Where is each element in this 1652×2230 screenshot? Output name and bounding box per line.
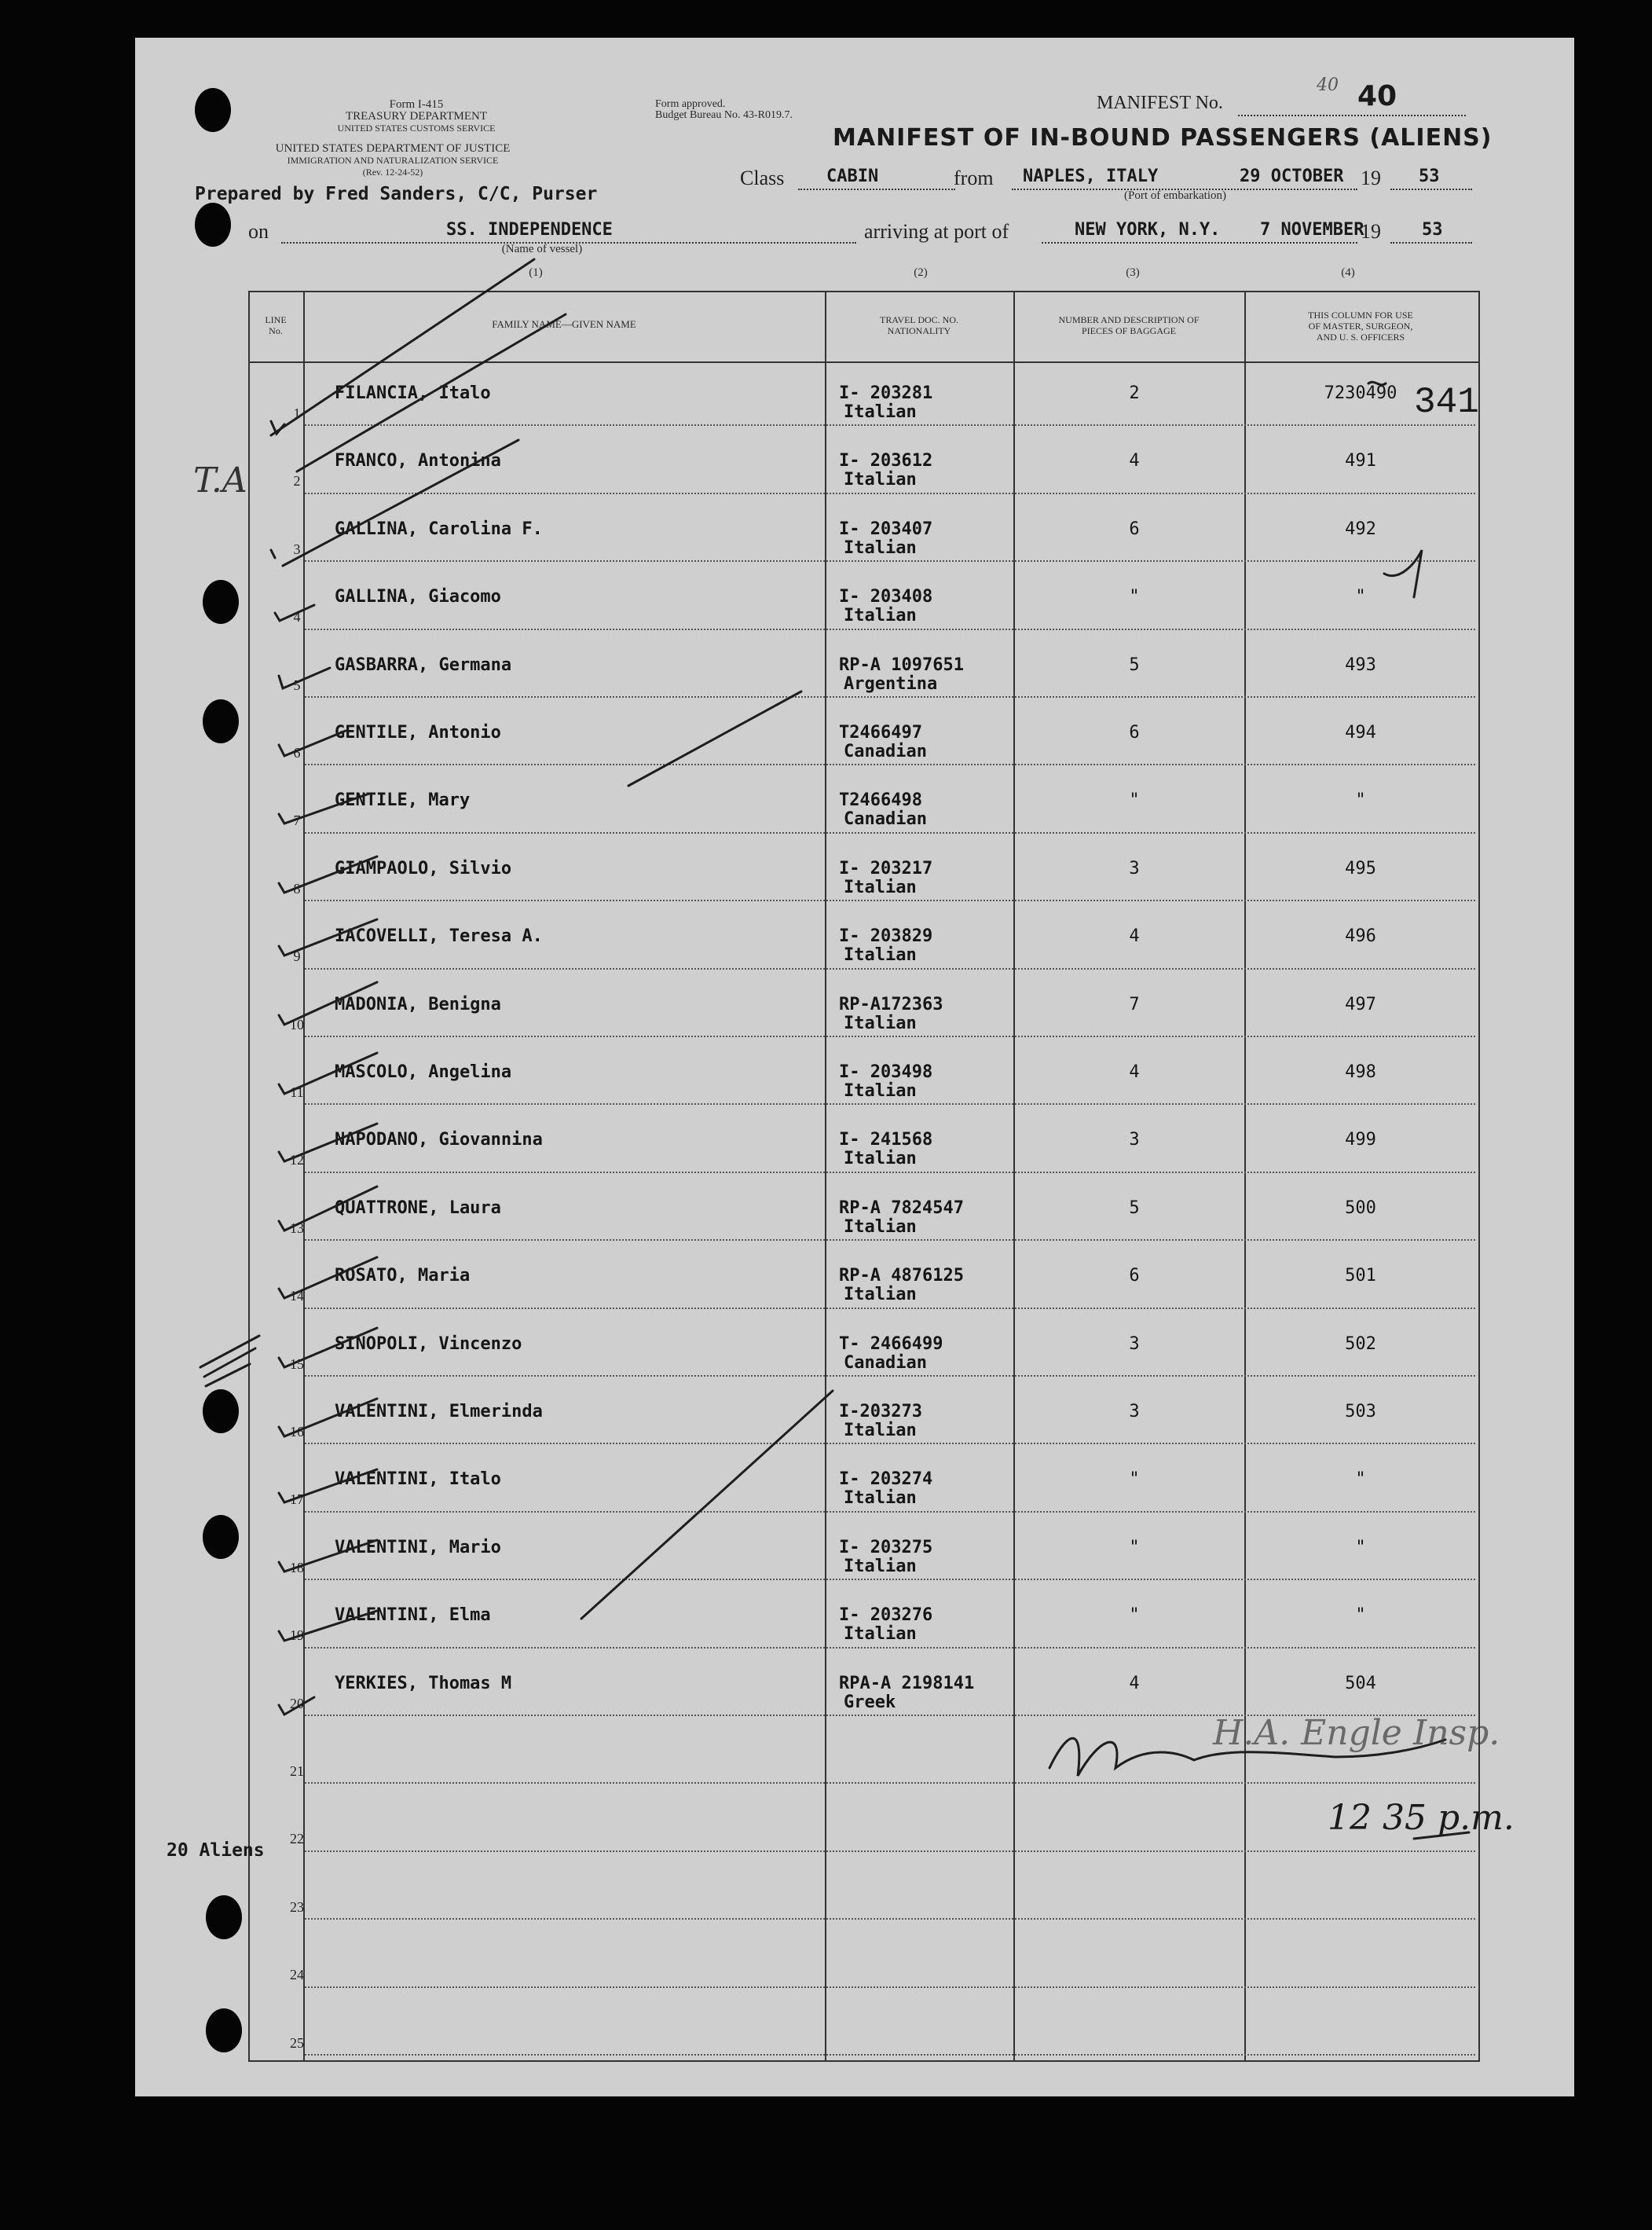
passenger-name: VALENTINI, Elmerinda xyxy=(335,1402,543,1421)
passenger-name: IACOVELLI, Teresa A. xyxy=(335,926,543,947)
colhead-baggage: NUMBER AND DESCRIPTION OF PIECES OF BAGGAGE xyxy=(1058,314,1200,336)
checkmark xyxy=(279,1328,377,1367)
travel-doc-number: RP-A 7824547 xyxy=(839,1198,964,1218)
col-num-3: (3) xyxy=(1126,266,1140,279)
checkmark xyxy=(279,1124,377,1161)
travel-doc-number: T2466498 xyxy=(839,790,922,811)
form-approved: Form approved. xyxy=(655,98,726,110)
baggage-count: 7 xyxy=(1129,994,1140,1014)
travel-doc-number: I- 203408 xyxy=(839,587,933,607)
travel-doc-number: I- 203612 xyxy=(839,451,933,471)
nationality: Argentina xyxy=(844,673,938,694)
from-date: 29 OCTOBER xyxy=(1240,167,1344,186)
passenger-name: MASCOLO, Angelina xyxy=(335,1062,512,1082)
officer-entry: 502 xyxy=(1345,1333,1376,1354)
col-num-1: (1) xyxy=(529,266,543,279)
nationality: Italian xyxy=(844,470,917,490)
nationality: Italian xyxy=(844,1488,917,1509)
nationality: Canadian xyxy=(844,1352,927,1373)
officer-entry: 491 xyxy=(1345,451,1376,471)
nationality: Italian xyxy=(844,537,917,558)
checkmark xyxy=(275,605,314,621)
colhead-line: LINE No. xyxy=(265,314,287,336)
tilde-mark xyxy=(1368,382,1386,384)
officer-entry: 495 xyxy=(1345,858,1376,878)
line-number: 16 xyxy=(290,1424,304,1440)
colhead-doc: TRAVEL DOC. NO. NATIONALITY xyxy=(879,314,958,336)
nationality: Italian xyxy=(844,1013,917,1033)
checkmark xyxy=(279,794,369,823)
from-label: from xyxy=(954,167,994,189)
nationality: Italian xyxy=(844,1624,917,1645)
diagonal-stroke xyxy=(628,691,801,786)
baggage-count: " xyxy=(1129,1605,1140,1626)
passenger-name: MADONIA, Benigna xyxy=(335,994,501,1014)
officer-entry: 500 xyxy=(1345,1198,1376,1218)
travel-doc-number: I- 203274 xyxy=(839,1469,933,1490)
class-label: Class xyxy=(740,167,785,189)
line-number: 5 xyxy=(293,677,301,693)
travel-doc-number: T- 2466499 xyxy=(839,1333,943,1354)
passenger-name: FRANCO, Antonina xyxy=(335,451,501,471)
baggage-count: 6 xyxy=(1129,723,1140,743)
colhead-name: FAMILY NAME—GIVEN NAME xyxy=(492,318,636,330)
travel-doc-number: I- 203281 xyxy=(839,383,933,403)
travel-doc-number: I- 203217 xyxy=(839,858,933,878)
officer-entry: 498 xyxy=(1345,1062,1376,1082)
line-number: 6 xyxy=(293,745,301,761)
line-number: 24 xyxy=(290,1967,304,1983)
prepared-by: Prepared by Fred Sanders, C/C, Purser xyxy=(195,184,598,204)
budget-bureau: Budget Bureau No. 43-R019.7. xyxy=(655,109,793,121)
embark-note: (Port of embarkation) xyxy=(1124,189,1226,202)
officer-entry: 504 xyxy=(1345,1673,1376,1693)
nationality: Italian xyxy=(844,1149,917,1169)
officer-entry: 496 xyxy=(1345,926,1376,947)
on-label: on xyxy=(248,220,269,243)
passenger-name: QUATTRONE, Laura xyxy=(335,1198,501,1218)
checkmark xyxy=(279,1469,377,1502)
line-number: 10 xyxy=(290,1016,304,1032)
arriving-date: 7 NOVEMBER xyxy=(1260,220,1364,240)
passenger-name: GALLINA, Giacomo xyxy=(335,587,501,607)
passenger-name: FILANCIA, Italo xyxy=(335,383,491,403)
dept-ins: IMMIGRATION AND NATURALIZATION SERVICE xyxy=(287,155,499,166)
checkmark xyxy=(279,731,346,756)
officer-entry: 493 xyxy=(1345,655,1376,675)
travel-doc-number: RP-A 4876125 xyxy=(839,1266,964,1286)
page-title: MANIFEST OF IN-BOUND PASSENGERS (ALIENS) xyxy=(833,124,1493,152)
baggage-count: 4 xyxy=(1129,1673,1140,1693)
line-number: 3 xyxy=(293,541,301,557)
from-year-prefix: 19 xyxy=(1361,167,1381,189)
line-number: 21 xyxy=(290,1763,304,1779)
nationality: Italian xyxy=(844,1216,917,1237)
form-number: Form I-415 xyxy=(389,98,444,111)
passenger-name: VALENTINI, Elma xyxy=(335,1605,491,1626)
line-number: 7 xyxy=(293,812,301,829)
passenger-name: GALLINA, Carolina F. xyxy=(335,519,543,539)
baggage-count: 4 xyxy=(1129,451,1140,471)
officer-entry: " xyxy=(1355,587,1366,607)
initials-mark: T.A xyxy=(193,460,247,501)
nationality: Italian xyxy=(844,1285,917,1305)
line-number: 18 xyxy=(290,1559,304,1575)
aliens-count: 20 Aliens xyxy=(167,1840,265,1861)
line-number: 22 xyxy=(290,1831,304,1847)
baggage-count: 3 xyxy=(1129,1333,1140,1354)
nationality: Canadian xyxy=(844,742,927,761)
arrival-time: 12 35 p.m. xyxy=(1328,1798,1515,1838)
line-number: 23 xyxy=(290,1898,304,1915)
manifest-no-label: MANIFEST No. xyxy=(1097,93,1223,113)
officer-entry: 492 xyxy=(1345,519,1376,539)
colhead-officers: THIS COLUMN FOR USE OF MASTER, SURGEON, AND U. S. OFFICERS xyxy=(1308,310,1413,343)
passenger-name: YERKIES, Thomas M xyxy=(335,1673,512,1693)
line-number: 4 xyxy=(293,609,301,625)
officer-entry: 503 xyxy=(1345,1402,1376,1421)
page-number: 341 xyxy=(1414,382,1479,423)
checkmark xyxy=(279,919,377,955)
checkmark xyxy=(279,1611,377,1641)
scribble xyxy=(200,1336,259,1386)
line-number: 8 xyxy=(293,880,301,897)
baggage-count: 2 xyxy=(1129,383,1140,403)
line-number: 9 xyxy=(293,948,301,965)
travel-doc-number: RPA-A 2198141 xyxy=(839,1673,975,1693)
class-value: CABIN xyxy=(826,167,879,186)
nationality: Canadian xyxy=(844,809,927,830)
line-number: 20 xyxy=(290,1695,304,1711)
baggage-count: " xyxy=(1129,790,1140,811)
baggage-count: 4 xyxy=(1129,926,1140,947)
passenger-name: GASBARRA, Germana xyxy=(335,655,512,675)
passenger-name: SINOPOLI, Vincenzo xyxy=(335,1333,522,1354)
diagonal-stroke xyxy=(297,314,566,471)
nationality: Italian xyxy=(844,945,917,966)
line-number: 15 xyxy=(290,1355,304,1372)
checkmark xyxy=(271,550,275,558)
passenger-name: GIAMPAOLO, Silvio xyxy=(335,858,512,878)
dept-treasury: TREASURY DEPARTMENT xyxy=(345,110,488,123)
officer-entry: " xyxy=(1355,1469,1366,1490)
baggage-count: " xyxy=(1129,1537,1140,1557)
checkmark xyxy=(271,421,284,434)
travel-doc-number: I- 203275 xyxy=(839,1537,933,1557)
baggage-count: 6 xyxy=(1129,519,1140,539)
baggage-count: 5 xyxy=(1129,1198,1140,1218)
line-number: 17 xyxy=(290,1491,304,1508)
line-number: 12 xyxy=(290,1152,304,1168)
checkmark xyxy=(279,1399,377,1436)
dept-customs: UNITED STATES CUSTOMS SERVICE xyxy=(337,123,496,134)
baggage-count: " xyxy=(1129,587,1140,607)
nationality: Italian xyxy=(844,1556,917,1576)
checkmark xyxy=(279,1540,377,1572)
form-revision: (Rev. 12-24-52) xyxy=(362,167,423,178)
manifest-number: 40 xyxy=(1357,80,1397,112)
baggage-count: 3 xyxy=(1129,1130,1140,1150)
officer-entry: 499 xyxy=(1345,1130,1376,1150)
travel-doc-number: I- 203829 xyxy=(839,926,933,947)
inspector-signature: H.A. Engle Insp. xyxy=(1213,1713,1500,1753)
nationality: Italian xyxy=(844,402,917,422)
passenger-name: VALENTINI, Mario xyxy=(335,1537,501,1557)
line-number: 25 xyxy=(290,2034,304,2051)
col-num-2: (2) xyxy=(914,266,928,279)
diagonal-stroke xyxy=(581,1391,833,1619)
passenger-name: GENTILE, Mary xyxy=(335,790,471,811)
baggage-count: 5 xyxy=(1129,655,1140,675)
baggage-count: 3 xyxy=(1129,858,1140,878)
passenger-name: ROSATO, Maria xyxy=(335,1266,471,1286)
line-number: 14 xyxy=(290,1288,304,1304)
travel-doc-number: I- 203276 xyxy=(839,1605,933,1626)
line-number: 19 xyxy=(290,1627,304,1644)
passenger-name: GENTILE, Antonio xyxy=(335,723,501,743)
officer-entry: 497 xyxy=(1345,994,1376,1014)
baggage-count: 4 xyxy=(1129,1062,1140,1082)
officer-entry: 501 xyxy=(1345,1266,1376,1286)
officer-entry: " xyxy=(1355,790,1366,811)
travel-doc-number: I- 203407 xyxy=(839,519,933,539)
line-number: 13 xyxy=(290,1220,304,1236)
checkmark xyxy=(279,982,377,1025)
checkmark xyxy=(279,856,377,893)
col-num-4: (4) xyxy=(1341,266,1355,279)
nationality: Italian xyxy=(844,1421,917,1440)
baggage-count: " xyxy=(1129,1469,1140,1490)
dept-justice: UNITED STATES DEPARTMENT OF JUSTICE xyxy=(275,142,511,155)
checkmark xyxy=(279,1187,377,1231)
arriving-label: arriving at port of xyxy=(864,220,1009,243)
from-year: 53 xyxy=(1419,167,1440,186)
passenger-name: NAPODANO, Giovannina xyxy=(335,1130,543,1150)
arriving-year: 53 xyxy=(1422,220,1443,240)
travel-doc-number: I-203273 xyxy=(839,1402,922,1421)
vessel-name: SS. INDEPENDENCE xyxy=(446,220,613,240)
vessel-note: (Name of vessel) xyxy=(501,243,583,255)
travel-doc-number: I- 203498 xyxy=(839,1062,933,1082)
nationality: Greek xyxy=(844,1692,896,1712)
line-number: 1 xyxy=(293,405,301,421)
travel-doc-number: RP-A 1097651 xyxy=(839,655,964,675)
scribble xyxy=(1384,550,1422,597)
baggage-count: 6 xyxy=(1129,1266,1140,1286)
arriving-port: NEW YORK, N.Y. xyxy=(1075,220,1221,240)
manifest-stamp: 40 xyxy=(1317,75,1339,95)
line-number: 2 xyxy=(293,473,301,490)
nationality: Italian xyxy=(844,877,917,897)
line-number: 11 xyxy=(290,1084,304,1100)
nationality: Italian xyxy=(844,606,917,626)
officer-entry: " xyxy=(1355,1537,1366,1557)
travel-doc-number: I- 241568 xyxy=(839,1130,933,1150)
officer-entry: 494 xyxy=(1345,723,1376,743)
checkmark xyxy=(279,668,330,688)
checkmark xyxy=(279,1257,377,1298)
passenger-name: VALENTINI, Italo xyxy=(335,1469,501,1490)
travel-doc-number: T2466497 xyxy=(839,723,922,743)
baggage-count: 3 xyxy=(1129,1402,1140,1421)
officer-entry: 7230490 xyxy=(1324,383,1397,403)
arriving-year-prefix: 19 xyxy=(1361,220,1381,243)
from-value: NAPLES, ITALY xyxy=(1023,167,1159,186)
travel-doc-number: RP-A172363 xyxy=(839,994,943,1014)
checkmark xyxy=(279,1053,377,1094)
checkmark xyxy=(279,1697,314,1715)
nationality: Italian xyxy=(844,1081,917,1101)
officer-entry: " xyxy=(1355,1605,1366,1626)
